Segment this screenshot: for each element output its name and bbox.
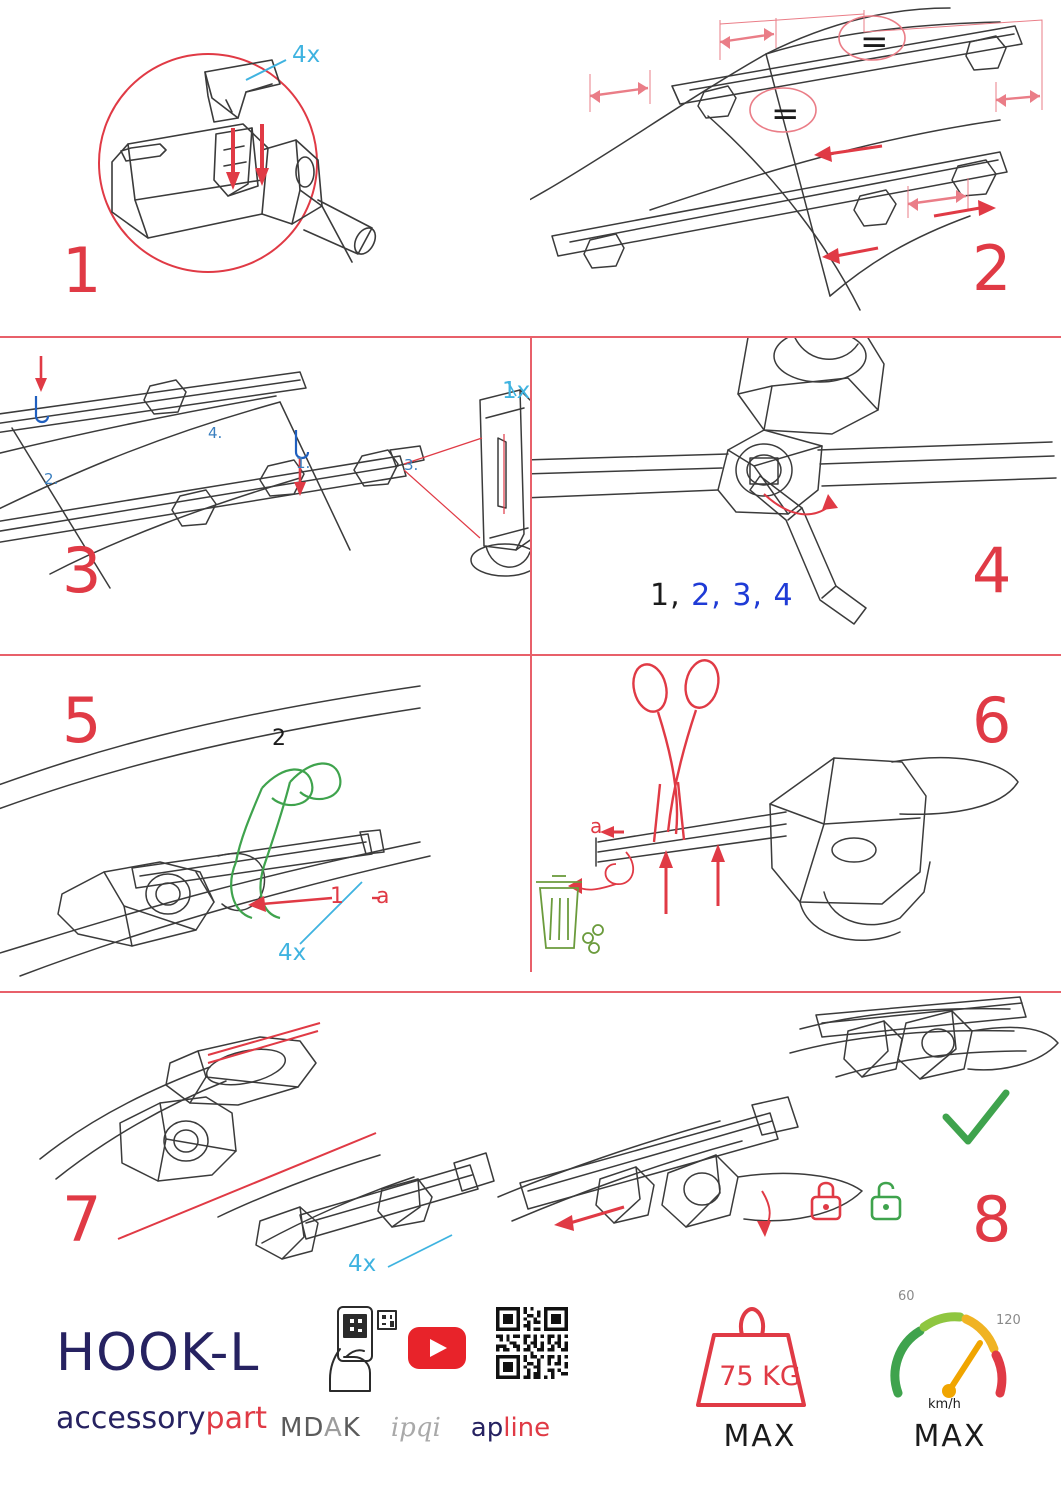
step-5-label-2: 2 [272,726,286,751]
tagline-accessory: accessory [56,1401,206,1436]
steps-7-8-illustration [0,993,1061,1283]
step-7-number: 7 [62,1183,103,1256]
qr-scan-phone-icon [318,1305,418,1395]
step-2-equal-symbol-2: = [771,94,801,134]
step-5-number: 5 [62,684,103,757]
youtube-icon[interactable] [408,1327,466,1369]
step-2-equal-symbol-1: = [860,22,890,62]
step-5-label-1: 1 [330,884,344,909]
logo-ipqi: ipqi [390,1413,441,1443]
step-3-quantity-callout: 1x [502,378,531,404]
speed-tick-60: 60 [898,1289,915,1304]
step-8-number: 8 [972,1183,1013,1256]
step-1-number: 1 [62,234,103,307]
weight-icon [688,1301,814,1411]
step-4-number: 4 [972,534,1013,607]
step-5-label-a: a [376,884,390,909]
step-4-panel [532,338,1061,654]
speed-tick-120: 120 [996,1313,1021,1328]
steps-7-8-panel [0,993,1061,1283]
tagline [56,1401,267,1436]
step-5-panel [0,656,530,991]
step-3-number: 3 [62,534,103,607]
max-load-value: 75 KG [719,1361,801,1392]
step-4-sequence: 1, 2, 3, 4 [650,578,794,613]
step-3-panel [0,338,530,654]
lock-open-icon [872,1183,900,1219]
step-6-number: 6 [972,684,1013,757]
tagline-part: part [205,1401,268,1436]
step-3-label-1: 1. [296,454,311,472]
max-load-label: MAX [723,1419,797,1454]
step-2-panel [530,0,1061,336]
logo-mdak: MDAK [280,1413,361,1443]
step-2-number: 2 [972,232,1013,305]
step-6-panel [532,656,1061,991]
step-1-quantity-callout: 4x [292,42,321,68]
footer [0,1283,1061,1500]
speed-unit: km/h [928,1397,961,1412]
brand-logos [280,1413,550,1443]
logo-apline: apline [470,1413,551,1443]
step-6-label-a: a [590,814,603,838]
step-5-quantity-callout: 4x [278,940,307,966]
step-3-label-4: 4. [208,424,223,442]
step-7-quantity-callout: 4x [348,1251,377,1277]
product-name: HOOK-L [56,1323,260,1383]
lock-closed-icon [812,1183,840,1219]
step-1-panel [0,0,530,336]
max-speed-label: MAX [913,1419,987,1454]
qr-code-icon[interactable] [496,1307,568,1379]
step-3-label-2: 2. [44,470,59,488]
step-3-label-3: 3. [404,456,419,474]
